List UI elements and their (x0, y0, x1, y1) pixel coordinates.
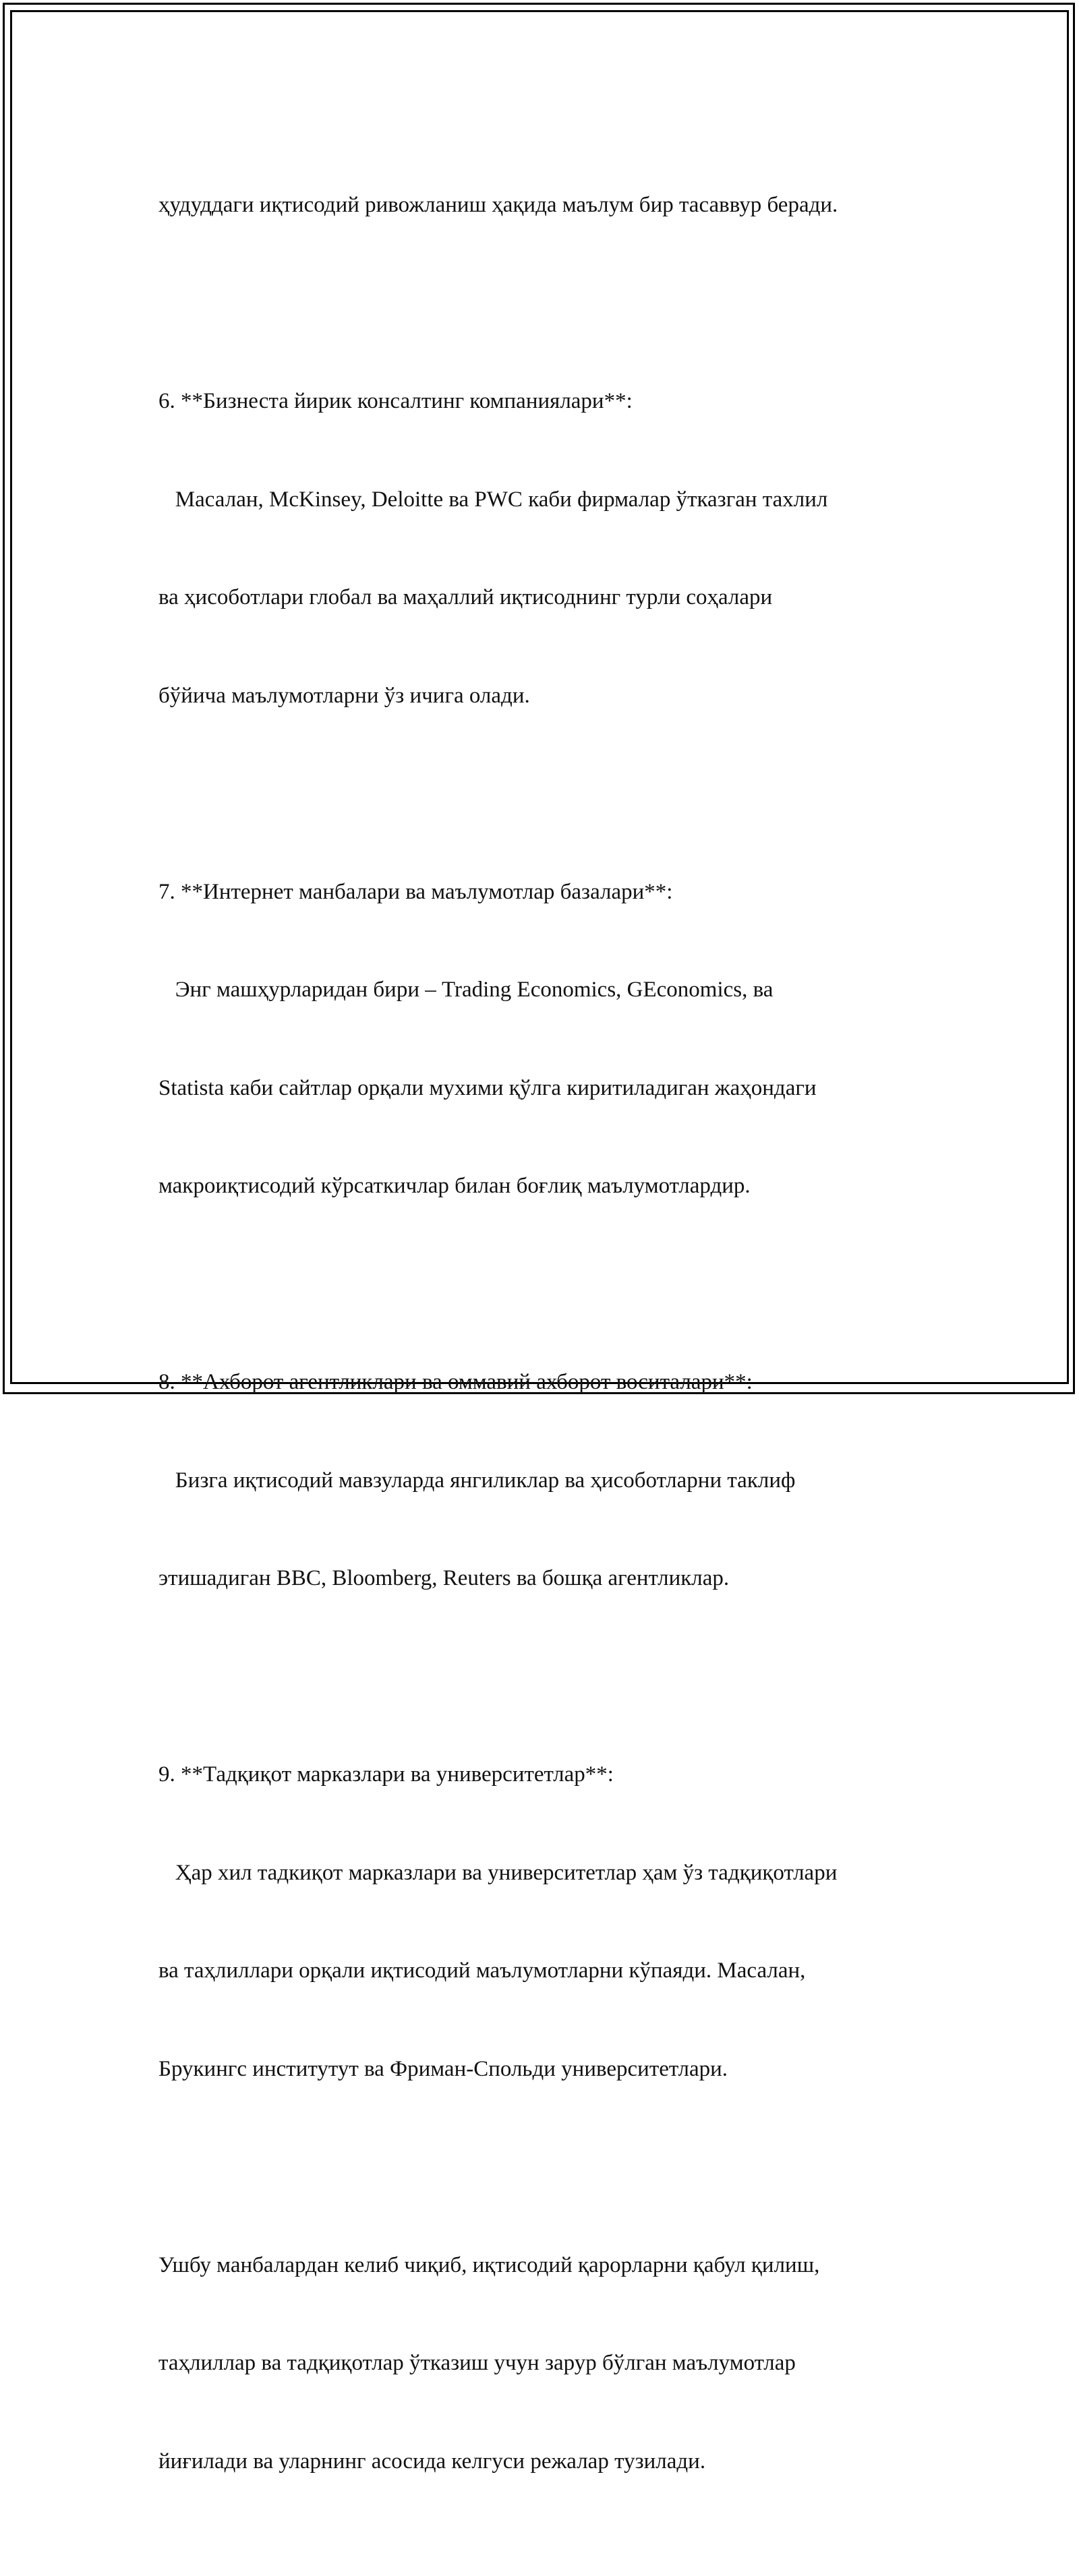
list-item-6 (158, 320, 934, 777)
item-line: Statista каби сайтлар орқали мухими қўлга киритиладиган жаҳондаги (158, 1075, 817, 1100)
item-line: Ҳар хил тадкиқот марказлари ва университетлар ҳам ўз тадқиқотлари (158, 1860, 838, 1885)
intro-line: ҳудуддаги иқтисодий ривожланиш ҳақида маълум бир тасаввур беради. (158, 193, 838, 217)
conclusion-line: таҳлиллар ва тадқиқотлар ўтказиш учун зарур бўлган маълумотлар (158, 2351, 796, 2375)
item-line: Брукингс институтут ва Фриман-Спольди университетлари. (158, 2056, 728, 2081)
intro-paragraph (158, 123, 934, 287)
item-line: бўйича маълумотларни ўз ичига олади. (158, 683, 530, 708)
conclusion-line: Ушбу манбалардан келиб чиқиб, иқтисодий қарорларни қабул қилиш, (158, 2252, 820, 2277)
list-item-7 (158, 810, 934, 1268)
list-item-8 (158, 1300, 934, 1660)
item-heading: 6. **Бизнеста йирик консалтинг компаниялари**: (158, 389, 633, 413)
document-body (158, 123, 934, 2576)
item-line: Энг машҳурларидан бири – Trading Economics, GEconomics, ва (158, 978, 774, 1002)
item-line: макроиқтисодий кўрсаткичлар билан боғлиқ маълумотлардир. (158, 1174, 751, 1198)
item-heading: 9. **Тадқиқот марказлари ва университетлар**: (158, 1762, 614, 1787)
list-item-9 (158, 1693, 934, 2151)
item-line: ва таҳлиллари орқали иқтисодий маълумотларни кўпаяди. Масалан, (158, 1958, 806, 1983)
item-line: Бизга иқтисодий мавзуларда янгиликлар ва ҳисоботларни таклиф (158, 1468, 796, 1493)
item-line: Масалан, McKinsey, Deloitte ва PWC каби фирмалар ўтказган тахлил (158, 487, 828, 512)
item-line: ва ҳисоботлари глобал ва маҳаллий иқтисоднинг турли соҳалари (158, 585, 773, 609)
item-line: этишадиган BBC, Bloomberg, Reuters ва бошқа агентликлар. (158, 1566, 730, 1590)
conclusion-line: йиғилади ва уларнинг асосида келгуси режалар тузилади. (158, 2449, 706, 2474)
item-heading: 7. **Интернет манбалари ва маълумотлар базалари**: (158, 879, 673, 904)
conclusion-paragraph (158, 2184, 934, 2544)
item-heading: 8. **Ахборот агентликлари ва оммавий ахборот воситалари**: (158, 1370, 753, 1394)
